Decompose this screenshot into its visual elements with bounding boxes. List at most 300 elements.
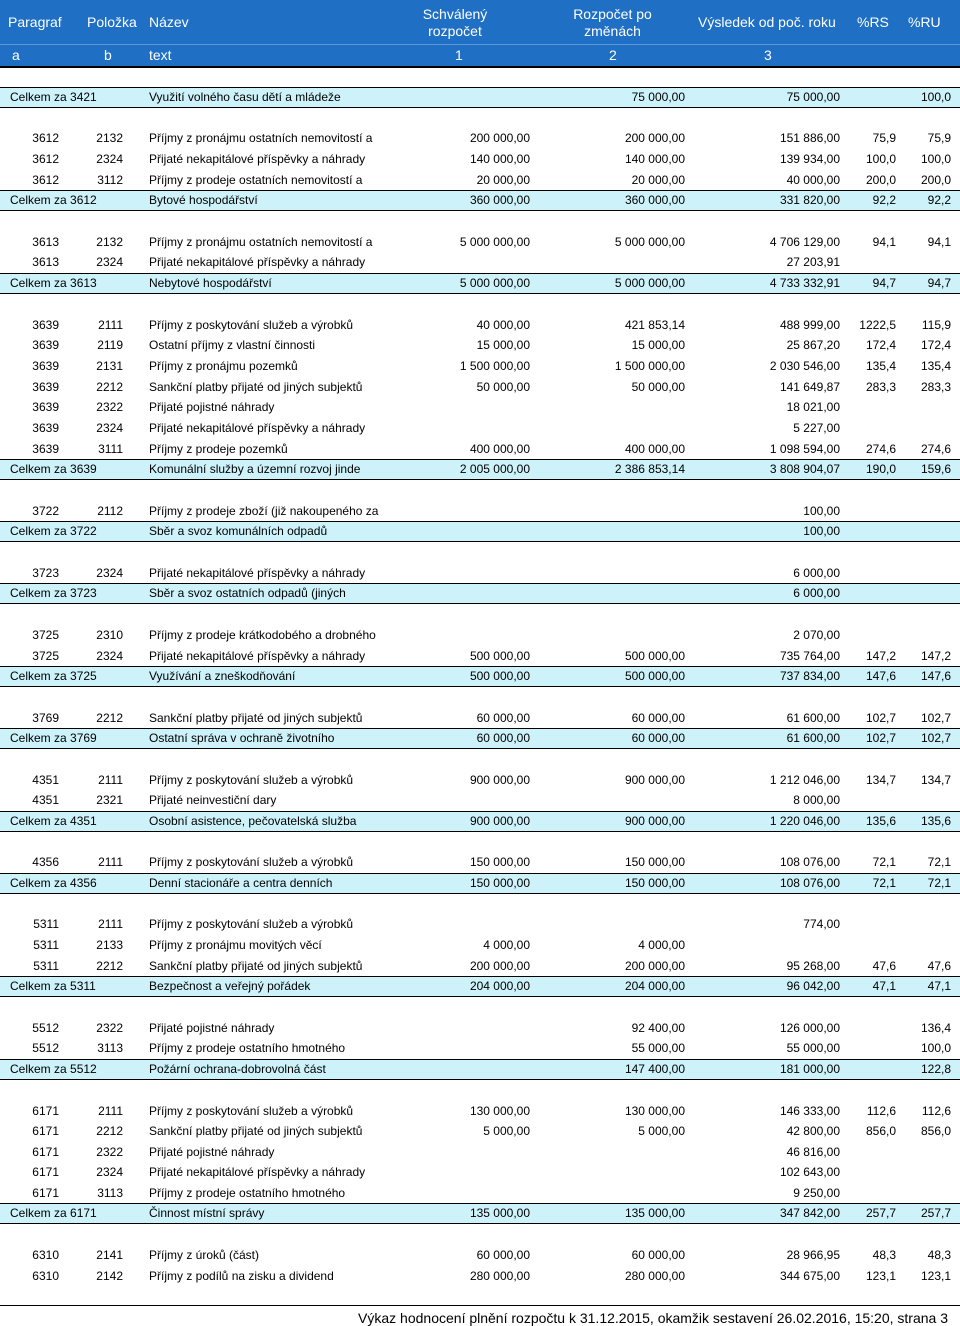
vysledek-cell: 3 808 904,07: [769, 462, 840, 476]
row-label: Celkem za 3722: [10, 524, 97, 538]
vysledek-cell: 344 675,00: [779, 1269, 840, 1283]
schvaleny-cell: 135 000,00: [469, 1206, 530, 1220]
paragraf-cell: 3612: [32, 173, 59, 187]
vysledek-cell: 126 000,00: [779, 1021, 840, 1035]
rozpocet-cell: 60 000,00: [631, 711, 685, 725]
ru-cell: 136,4: [920, 1021, 951, 1035]
rozpocet-cell: 150 000,00: [624, 855, 685, 869]
rs-cell: 75,9: [872, 131, 896, 145]
schvaleny-cell: 150 000,00: [469, 876, 530, 890]
vysledek-cell: 1 220 046,00: [769, 814, 840, 828]
nazev-cell: Sankční platby přijaté od jiných subjektů: [149, 1124, 363, 1138]
schvaleny-cell: 5 000 000,00: [459, 276, 530, 290]
total-row: [0, 273, 960, 294]
paragraf-cell: 3639: [32, 318, 59, 332]
rozpocet-cell: 60 000,00: [631, 1248, 685, 1262]
rozpocet-cell: 421 853,14: [624, 318, 685, 332]
polozka-cell: 2111: [98, 1104, 123, 1118]
table-row: [0, 1245, 960, 1265]
ru-cell: 100,0: [920, 90, 951, 104]
nazev-cell: Přijaté nekapitálové příspěvky a náhrady: [149, 255, 366, 269]
rs-cell: 190,0: [865, 462, 896, 476]
vysledek-cell: 181 000,00: [779, 1062, 840, 1076]
table-row: [0, 397, 960, 417]
rs-cell: 92,2: [872, 193, 896, 207]
schvaleny-cell: 2 005 000,00: [459, 462, 530, 476]
paragraf-cell: 5512: [32, 1021, 59, 1035]
ru-cell: 283,3: [920, 380, 951, 394]
rozpocet-cell: 55 000,00: [631, 1041, 685, 1055]
row-label: Celkem za 4356: [10, 876, 97, 890]
nazev-cell: Sběr a svoz ostatních odpadů (jiných: [149, 586, 346, 600]
schvaleny-cell: 1 500 000,00: [459, 359, 530, 373]
polozka-cell: 2324: [96, 421, 123, 435]
vysledek-cell: 61 600,00: [786, 731, 840, 745]
vysledek-cell: 100,00: [803, 504, 840, 518]
total-row: [0, 459, 960, 480]
table-row: [0, 128, 960, 148]
header-rozpocet-line2: změnách: [584, 23, 641, 39]
row-label: Celkem za 3769: [10, 731, 97, 745]
page-footer: Výkaz hodnocení plnění rozpočtu k 31.12.2015, okamžik sestavení 26.02.2016, 15:20, strana 3: [358, 1310, 948, 1326]
subheader-text: text: [149, 47, 172, 63]
polozka-cell: 2141: [96, 1248, 123, 1262]
row-label: Celkem za 5311: [10, 979, 96, 993]
polozka-cell: 2111: [98, 855, 123, 869]
rozpocet-cell: 4 000,00: [638, 938, 685, 952]
table-row: [0, 1183, 960, 1203]
subheader-b: b: [104, 47, 112, 63]
subheader-a: a: [12, 47, 20, 63]
polozka-cell: 2112: [97, 504, 123, 518]
rozpocet-cell: 140 000,00: [624, 152, 685, 166]
ru-cell: 48,3: [927, 1248, 951, 1262]
paragraf-cell: 6171: [32, 1145, 59, 1159]
rozpocet-cell: 92 400,00: [631, 1021, 685, 1035]
ru-cell: 257,7: [920, 1206, 951, 1220]
table-row: [0, 356, 960, 376]
row-label: Celkem za 3613: [10, 276, 97, 290]
rs-cell: 123,1: [865, 1269, 896, 1283]
header-rozpocet-line1: Rozpočet po: [573, 6, 652, 22]
ru-cell: 200,0: [920, 173, 951, 187]
rozpocet-cell: 20 000,00: [631, 173, 685, 187]
polozka-cell: 2132: [96, 235, 123, 249]
ru-cell: 72,1: [927, 876, 951, 890]
paragraf-cell: 5311: [33, 959, 59, 973]
polozka-cell: 2310: [96, 628, 123, 642]
nazev-cell: Komunální služby a územní rozvoj jinde: [149, 462, 361, 476]
schvaleny-cell: 900 000,00: [469, 814, 530, 828]
polozka-cell: 2212: [96, 959, 123, 973]
rozpocet-cell: 400 000,00: [624, 442, 685, 456]
paragraf-cell: 3613: [32, 235, 59, 249]
table-row: [0, 852, 960, 872]
vysledek-cell: 96 042,00: [786, 979, 840, 993]
table-row: [0, 1266, 960, 1286]
nazev-cell: Příjmy z poskytování služeb a výrobků: [149, 917, 354, 931]
total-row: [0, 87, 960, 108]
vysledek-cell: 146 333,00: [779, 1104, 840, 1118]
vysledek-cell: 42 800,00: [786, 1124, 840, 1138]
header-schvaleny-line2: rozpočet: [428, 23, 482, 39]
rozpocet-cell: 150 000,00: [624, 876, 685, 890]
ru-cell: 147,6: [920, 669, 951, 683]
schvaleny-cell: 500 000,00: [469, 649, 530, 663]
vysledek-cell: 27 203,91: [786, 255, 840, 269]
ru-cell: 92,2: [927, 193, 951, 207]
paragraf-cell: 5512: [32, 1041, 59, 1055]
vysledek-cell: 6 000,00: [793, 566, 840, 580]
table-row: [0, 1038, 960, 1058]
vysledek-cell: 1 098 594,00: [769, 442, 840, 456]
rs-cell: 47,6: [872, 959, 896, 973]
row-label: Celkem za 3725: [10, 669, 97, 683]
rozpocet-cell: 200 000,00: [624, 131, 685, 145]
nazev-cell: Sankční platby přijaté od jiných subjektů: [149, 380, 363, 394]
vysledek-cell: 108 076,00: [779, 876, 840, 890]
total-row: [0, 1203, 960, 1224]
vysledek-cell: 774,00: [803, 917, 840, 931]
rozpocet-cell: 500 000,00: [624, 669, 685, 683]
polozka-cell: 2119: [97, 338, 123, 352]
schvaleny-cell: 50 000,00: [476, 380, 530, 394]
rs-cell: 72,1: [872, 876, 896, 890]
polozka-cell: 2132: [96, 131, 123, 145]
table-row: [0, 790, 960, 810]
rs-cell: 135,6: [865, 814, 896, 828]
nazev-cell: Přijaté nekapitálové příspěvky a náhrady: [149, 566, 366, 580]
rozpocet-cell: 60 000,00: [631, 731, 685, 745]
schvaleny-cell: 280 000,00: [469, 1269, 530, 1283]
polozka-cell: 2212: [96, 380, 123, 394]
header-polozka: Položka: [87, 14, 137, 30]
paragraf-cell: 6171: [32, 1165, 59, 1179]
rozpocet-cell: 147 400,00: [624, 1062, 685, 1076]
header-vysledek: Výsledek od poč. roku: [698, 14, 836, 30]
vysledek-cell: 151 886,00: [779, 131, 840, 145]
vysledek-cell: 102 643,00: [779, 1165, 840, 1179]
schvaleny-cell: 130 000,00: [469, 1104, 530, 1118]
polozka-cell: 2324: [96, 649, 123, 663]
ru-cell: 72,1: [927, 855, 951, 869]
total-row: [0, 521, 960, 542]
schvaleny-cell: 60 000,00: [476, 731, 530, 745]
table-row: [0, 1142, 960, 1162]
header-rs: %RS: [857, 14, 889, 30]
table-row: [0, 563, 960, 583]
nazev-cell: Ostatní příjmy z vlastní činnosti: [149, 338, 316, 352]
paragraf-cell: 3613: [32, 255, 59, 269]
nazev-cell: Příjmy z pronájmu ostatních nemovitostí a: [149, 131, 373, 145]
vysledek-cell: 331 820,00: [779, 193, 840, 207]
rozpocet-cell: 900 000,00: [624, 814, 685, 828]
ru-cell: 112,6: [921, 1104, 951, 1118]
vysledek-cell: 6 000,00: [793, 586, 840, 600]
paragraf-cell: 3769: [32, 711, 59, 725]
rozpocet-cell: 1 500 000,00: [614, 359, 685, 373]
header-paragraf: Paragraf: [8, 14, 62, 30]
header-schvaleny: [405, 6, 505, 40]
rs-cell: 102,7: [865, 731, 896, 745]
polozka-cell: 2322: [96, 1021, 123, 1035]
ru-cell: 274,6: [920, 442, 951, 456]
rs-cell: 135,4: [865, 359, 896, 373]
table-row: [0, 1101, 960, 1121]
schvaleny-cell: 500 000,00: [469, 669, 530, 683]
paragraf-cell: 3639: [32, 380, 59, 394]
nazev-cell: Příjmy z prodeje pozemků: [149, 442, 288, 456]
ru-cell: 100,0: [920, 152, 951, 166]
rozpocet-cell: 200 000,00: [624, 959, 685, 973]
nazev-cell: Sankční platby přijaté od jiných subjektů: [149, 959, 363, 973]
table-row: [0, 418, 960, 438]
vysledek-cell: 2 070,00: [793, 628, 840, 642]
rozpocet-cell: 280 000,00: [624, 1269, 685, 1283]
table-row: [0, 170, 960, 190]
total-row: [0, 728, 960, 749]
table-row: [0, 935, 960, 955]
schvaleny-cell: 200 000,00: [469, 131, 530, 145]
rs-cell: 100,0: [865, 152, 896, 166]
schvaleny-cell: 400 000,00: [469, 442, 530, 456]
vysledek-cell: 5 227,00: [793, 421, 840, 435]
table-row: [0, 1162, 960, 1182]
ru-cell: 147,2: [920, 649, 951, 663]
rs-cell: 274,6: [865, 442, 896, 456]
vysledek-cell: 737 834,00: [779, 669, 840, 683]
rozpocet-cell: 135 000,00: [624, 1206, 685, 1220]
rozpocet-cell: 75 000,00: [631, 90, 685, 104]
vysledek-cell: 2 030 546,00: [769, 359, 840, 373]
nazev-cell: Osobní asistence, pečovatelská služba: [149, 814, 357, 828]
nazev-cell: Příjmy z podílů na zisku a dividend: [149, 1269, 334, 1283]
ru-cell: 47,1: [927, 979, 951, 993]
header-nazev: Název: [149, 14, 189, 30]
schvaleny-cell: 4 000,00: [483, 938, 530, 952]
header-ru: %RU: [908, 14, 941, 30]
polozka-cell: 2212: [96, 711, 123, 725]
polozka-cell: 2324: [96, 152, 123, 166]
vysledek-cell: 55 000,00: [786, 1041, 840, 1055]
rs-cell: 134,7: [865, 773, 896, 787]
schvaleny-cell: 150 000,00: [469, 855, 530, 869]
header-divider: [0, 44, 960, 45]
table-row: [0, 335, 960, 355]
polozka-cell: 3113: [97, 1041, 123, 1055]
polozka-cell: 2324: [96, 1165, 123, 1179]
table-row: [0, 439, 960, 459]
table-row: [0, 149, 960, 169]
nazev-cell: Činnost místní správy: [149, 1206, 265, 1220]
vysledek-cell: 139 934,00: [779, 152, 840, 166]
row-label: Celkem za 3421: [10, 90, 97, 104]
rs-cell: 94,7: [872, 276, 896, 290]
vysledek-cell: 9 250,00: [793, 1186, 840, 1200]
row-label: Celkem za 5512: [10, 1062, 97, 1076]
table-row: [0, 315, 960, 335]
nazev-cell: Nebytové hospodářství: [149, 276, 272, 290]
polozka-cell: 2142: [96, 1269, 123, 1283]
paragraf-cell: 3639: [32, 359, 59, 373]
schvaleny-cell: 360 000,00: [469, 193, 530, 207]
paragraf-cell: 5311: [33, 938, 59, 952]
footer-rule: [0, 1305, 960, 1306]
rs-cell: 1222,5: [859, 318, 896, 332]
header-schvaleny-line1: Schválený: [422, 6, 488, 22]
ru-cell: 100,0: [920, 1041, 951, 1055]
rs-cell: 856,0: [865, 1124, 896, 1138]
nazev-cell: Využití volného času dětí a mládeže: [149, 90, 341, 104]
schvaleny-cell: 60 000,00: [476, 1248, 530, 1262]
schvaleny-cell: 40 000,00: [476, 318, 530, 332]
ru-cell: 102,7: [920, 731, 951, 745]
nazev-cell: Sankční platby přijaté od jiných subjektů: [149, 711, 363, 725]
schvaleny-cell: 900 000,00: [469, 773, 530, 787]
ru-cell: 115,9: [921, 318, 951, 332]
ru-cell: 135,6: [920, 814, 951, 828]
ru-cell: 47,6: [927, 959, 951, 973]
vysledek-cell: 95 268,00: [786, 959, 840, 973]
paragraf-cell: 3723: [32, 566, 59, 580]
polozka-cell: 2111: [98, 917, 123, 931]
rozpocet-cell: 900 000,00: [624, 773, 685, 787]
total-row: [0, 190, 960, 211]
rs-cell: 147,2: [865, 649, 896, 663]
vysledek-cell: 108 076,00: [779, 855, 840, 869]
nazev-cell: Příjmy z poskytování služeb a výrobků: [149, 318, 354, 332]
subheader-2: 2: [609, 47, 617, 63]
nazev-cell: Přijaté pojistné náhrady: [149, 1021, 275, 1035]
rozpocet-cell: 15 000,00: [631, 338, 685, 352]
nazev-cell: Přijaté nekapitálové příspěvky a náhrady: [149, 152, 366, 166]
vysledek-cell: 4 733 332,91: [769, 276, 840, 290]
nazev-cell: Příjmy z poskytování služeb a výrobků: [149, 855, 354, 869]
polozka-cell: 2212: [96, 1124, 123, 1138]
nazev-cell: Přijaté pojistné náhrady: [149, 400, 275, 414]
ru-cell: 856,0: [920, 1124, 951, 1138]
table-row: [0, 501, 960, 521]
nazev-cell: Příjmy z poskytování služeb a výrobků: [149, 1104, 354, 1118]
polozka-cell: 2111: [98, 318, 123, 332]
paragraf-cell: 3722: [32, 504, 59, 518]
schvaleny-cell: 60 000,00: [476, 711, 530, 725]
ru-cell: 102,7: [920, 711, 951, 725]
nazev-cell: Příjmy z prodeje ostatního hmotného: [149, 1041, 346, 1055]
nazev-cell: Příjmy z prodeje ostatního hmotného: [149, 1186, 346, 1200]
ru-cell: 94,1: [927, 235, 951, 249]
nazev-cell: Příjmy z pronájmu movitých věcí: [149, 938, 322, 952]
row-label: Celkem za 3723: [10, 586, 97, 600]
rozpocet-cell: 204 000,00: [624, 979, 685, 993]
ru-cell: 135,4: [920, 359, 951, 373]
ru-cell: 172,4: [920, 338, 951, 352]
table-row: [0, 377, 960, 397]
vysledek-cell: 735 764,00: [779, 649, 840, 663]
rs-cell: 102,7: [865, 711, 896, 725]
paragraf-cell: 6171: [32, 1104, 59, 1118]
table-row: [0, 770, 960, 790]
table-row: [0, 625, 960, 645]
paragraf-cell: 3639: [32, 442, 59, 456]
nazev-cell: Sběr a svoz komunálních odpadů: [149, 524, 328, 538]
total-row: [0, 976, 960, 997]
polozka-cell: 2111: [98, 773, 123, 787]
row-label: Celkem za 3612: [10, 193, 97, 207]
table-row: [0, 252, 960, 272]
nazev-cell: Příjmy z prodeje zboží (již nakoupeného za: [149, 504, 379, 518]
paragraf-cell: 3639: [32, 338, 59, 352]
polozka-cell: 3113: [97, 1186, 123, 1200]
schvaleny-cell: 5 000 000,00: [459, 235, 530, 249]
total-row: [0, 811, 960, 832]
nazev-cell: Příjmy z pronájmu ostatních nemovitostí a: [149, 235, 373, 249]
polozka-cell: 3112: [97, 173, 123, 187]
nazev-cell: Přijaté nekapitálové příspěvky a náhrady: [149, 421, 366, 435]
ru-cell: 75,9: [927, 131, 951, 145]
polozka-cell: 2131: [96, 359, 123, 373]
polozka-cell: 3111: [98, 442, 123, 456]
rozpocet-cell: 5 000,00: [638, 1124, 685, 1138]
table-header: [0, 0, 960, 66]
subheader-1: 1: [455, 47, 463, 63]
vysledek-cell: 46 816,00: [786, 1145, 840, 1159]
nazev-cell: Přijaté nekapitálové příspěvky a náhrady: [149, 1165, 366, 1179]
vysledek-cell: 347 842,00: [779, 1206, 840, 1220]
vysledek-cell: 28 966,95: [786, 1248, 840, 1262]
vysledek-cell: 18 021,00: [786, 400, 840, 414]
row-label: Celkem za 3639: [10, 462, 97, 476]
ru-cell: 94,7: [927, 276, 951, 290]
schvaleny-cell: 204 000,00: [469, 979, 530, 993]
rs-cell: 172,4: [865, 338, 896, 352]
paragraf-cell: 3725: [32, 628, 59, 642]
rozpocet-cell: 130 000,00: [624, 1104, 685, 1118]
nazev-cell: Příjmy z úroků (část): [149, 1248, 260, 1262]
ru-cell: 159,6: [920, 462, 951, 476]
rs-cell: 147,6: [865, 669, 896, 683]
nazev-cell: Příjmy z prodeje krátkodobého a drobného: [149, 628, 376, 642]
row-label: Celkem za 4351: [10, 814, 97, 828]
rs-cell: 72,1: [872, 855, 896, 869]
nazev-cell: Přijaté pojistné náhrady: [149, 1145, 275, 1159]
paragraf-cell: 6310: [32, 1248, 59, 1262]
nazev-cell: Příjmy z prodeje ostatních nemovitostí a: [149, 173, 363, 187]
rs-cell: 47,1: [872, 979, 896, 993]
paragraf-cell: 6171: [32, 1124, 59, 1138]
polozka-cell: 2321: [96, 793, 123, 807]
subheader-3: 3: [764, 47, 772, 63]
rozpocet-cell: 2 386 853,14: [614, 462, 685, 476]
polozka-cell: 2324: [96, 255, 123, 269]
table-row: [0, 232, 960, 252]
rozpocet-cell: 5 000 000,00: [614, 235, 685, 249]
row-label: Celkem za 6171: [10, 1206, 97, 1220]
rozpocet-cell: 50 000,00: [631, 380, 685, 394]
rs-cell: 48,3: [872, 1248, 896, 1262]
paragraf-cell: 5311: [33, 917, 59, 931]
ru-cell: 122,8: [920, 1062, 951, 1076]
paragraf-cell: 4351: [32, 773, 59, 787]
nazev-cell: Bezpečnost a veřejný pořádek: [149, 979, 311, 993]
schvaleny-cell: 20 000,00: [476, 173, 530, 187]
schvaleny-cell: 200 000,00: [469, 959, 530, 973]
nazev-cell: Příjmy z pronájmu pozemků: [149, 359, 298, 373]
nazev-cell: Přijaté nekapitálové příspěvky a náhrady: [149, 649, 366, 663]
schvaleny-cell: 15 000,00: [476, 338, 530, 352]
nazev-cell: Přijaté neinvestiční dary: [149, 793, 277, 807]
polozka-cell: 2322: [96, 1145, 123, 1159]
